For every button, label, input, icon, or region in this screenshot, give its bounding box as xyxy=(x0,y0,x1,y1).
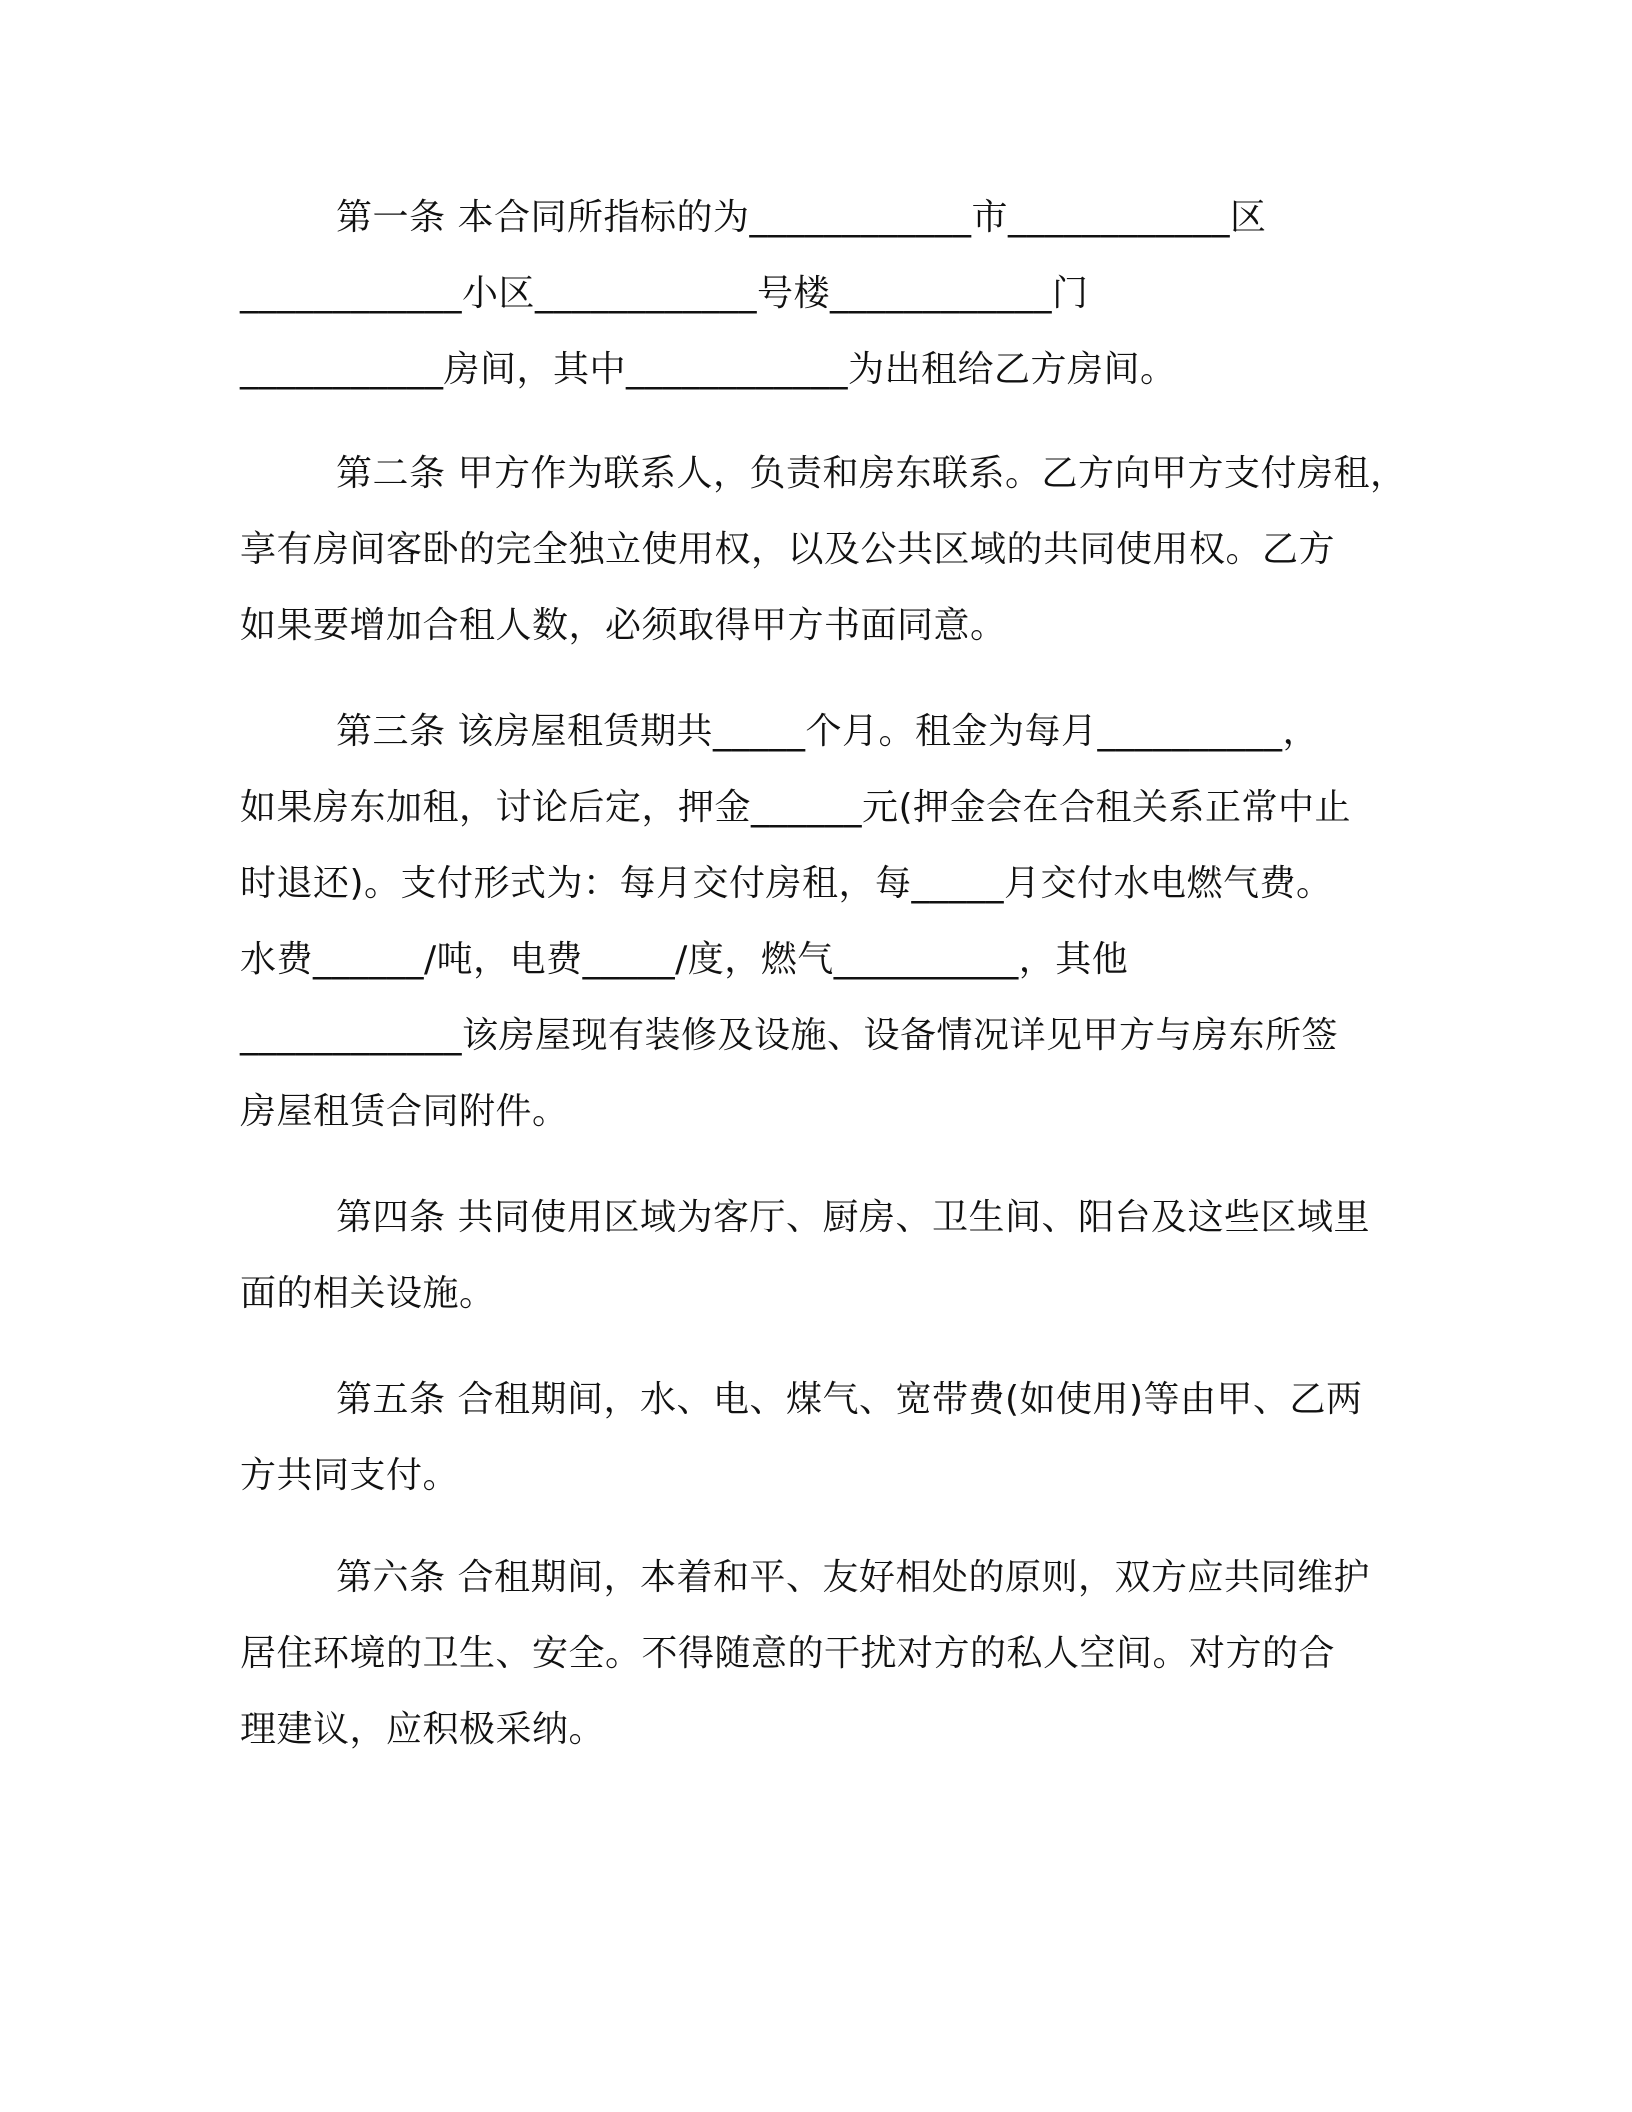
clause-1-line-3: ___________房间，其中____________为出租给乙方房间。 xyxy=(240,349,1177,390)
clause-3-line-4: 水费______/吨，电费_____/度，燃气__________，其他 xyxy=(240,939,1129,980)
clause-2-line-1: 第二条 甲方作为联系人，负责和房东联系。乙方向甲方支付房租， xyxy=(336,453,1407,494)
clause-5-line-1: 第五条 合租期间，水、电、煤气、宽带费(如使用)等由甲、乙两 xyxy=(336,1379,1363,1420)
clause-6-line-2: 居住环境的卫生、安全。不得随意的干扰对方的私人空间。对方的合 xyxy=(240,1633,1336,1674)
clause-3-line-6: 房屋租赁合同附件。 xyxy=(240,1091,569,1132)
clause-3-line-2: 如果房东加租，讨论后定，押金______元(押金会在合租关系正常中止 xyxy=(240,787,1352,828)
clause-3-line-1: 第三条 该房屋租赁期共_____个月。租金为每月__________， xyxy=(336,711,1319,752)
clause-2-line-2: 享有房间客卧的完全独立使用权，以及公共区域的共同使用权。乙方 xyxy=(240,529,1336,570)
clause-1-line-1: 第一条 本合同所指标的为____________市____________区 xyxy=(336,197,1267,238)
clause-3-line-3: 时退还)。支付形式为：每月交付房租，每_____月交付水电燃气费。 xyxy=(240,863,1333,904)
clause-4-line-2: 面的相关设施。 xyxy=(240,1273,496,1314)
clause-2-line-3: 如果要增加合租人数，必须取得甲方书面同意。 xyxy=(240,605,1007,646)
clause-1-line-2: ____________小区____________号楼____________门 xyxy=(240,273,1089,314)
clause-4-line-1: 第四条 共同使用区域为客厅、厨房、卫生间、阳台及这些区域里 xyxy=(336,1197,1370,1238)
clause-3-line-5: ____________该房屋现有装修及设施、设备情况详见甲方与房东所签 xyxy=(240,1015,1339,1056)
clause-6-line-1: 第六条 合租期间，本着和平、友好相处的原则，双方应共同维护 xyxy=(336,1557,1370,1598)
clause-6-line-3: 理建议，应积极采纳。 xyxy=(240,1709,606,1750)
clause-5-line-2: 方共同支付。 xyxy=(240,1455,460,1496)
